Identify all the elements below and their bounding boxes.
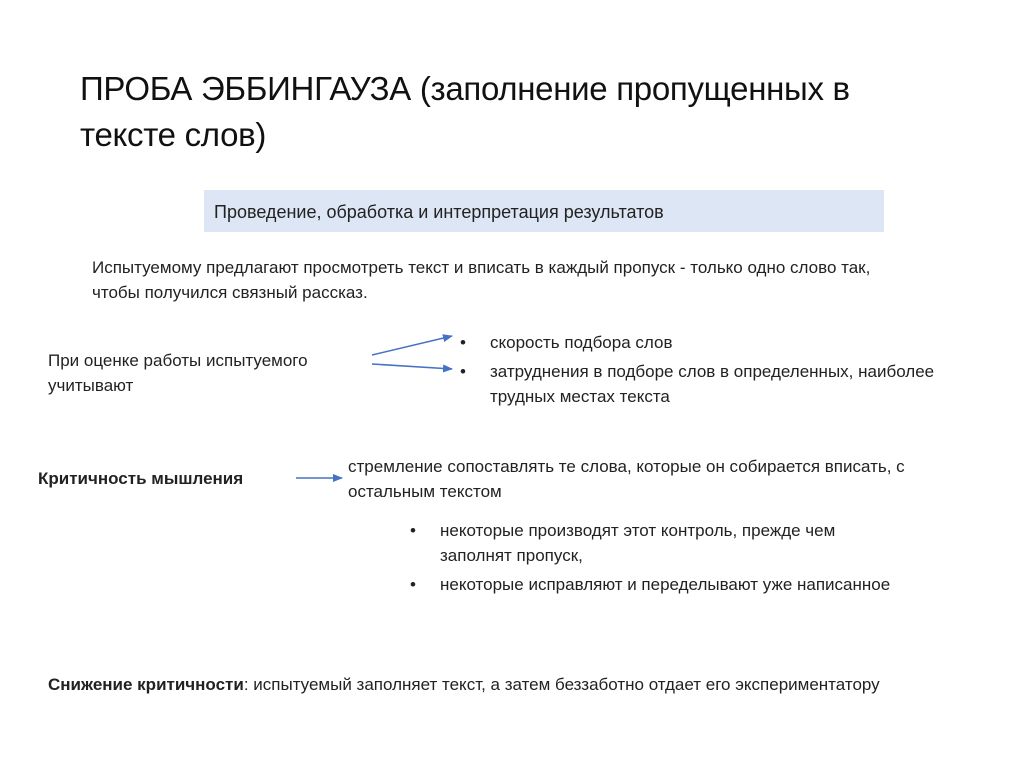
reduced-criticality-text: : испытуемый заполняет текст, а затем беззаботно отдает его экспериментатору [243, 675, 880, 694]
intro-paragraph: Испытуемому предлагают просмотреть текст и вписать в каждый пропуск - только одно слово так, чтобы получился связный рассказ. [92, 258, 871, 302]
subtitle-text: Проведение, обработка и интерпретация результатов [214, 202, 664, 222]
bullet-icon: • [460, 333, 466, 352]
arrow-icon [372, 336, 452, 355]
bullet-icon: • [460, 362, 466, 381]
list-item-text: некоторые исправляют и переделывают уже написанное [440, 575, 891, 594]
evaluation-label: При оценке работы испытуемого учитывают [48, 351, 308, 395]
criticality-label: Критичность мышления [38, 469, 244, 488]
list-item-text: скорость подбора слов [490, 333, 673, 352]
arrow-icon [372, 364, 452, 369]
criticality-definition: стремление сопоставлять те слова, которые он собирается вписать, с остальным текстом [348, 457, 905, 501]
list-item-text: некоторые производят этот контроль, прежде чем заполнят пропуск, [440, 521, 836, 565]
slide-title: ПРОБА ЭББИНГАУЗА (заполнение пропущенных в тексте слов) [80, 70, 850, 153]
reduced-criticality-term: Снижение критичности [48, 675, 244, 694]
bullet-icon: • [410, 575, 416, 594]
bullet-icon: • [410, 521, 416, 540]
list-item-text: затруднения в подборе слов в определенных, наиболее трудных местах текста [490, 362, 935, 406]
